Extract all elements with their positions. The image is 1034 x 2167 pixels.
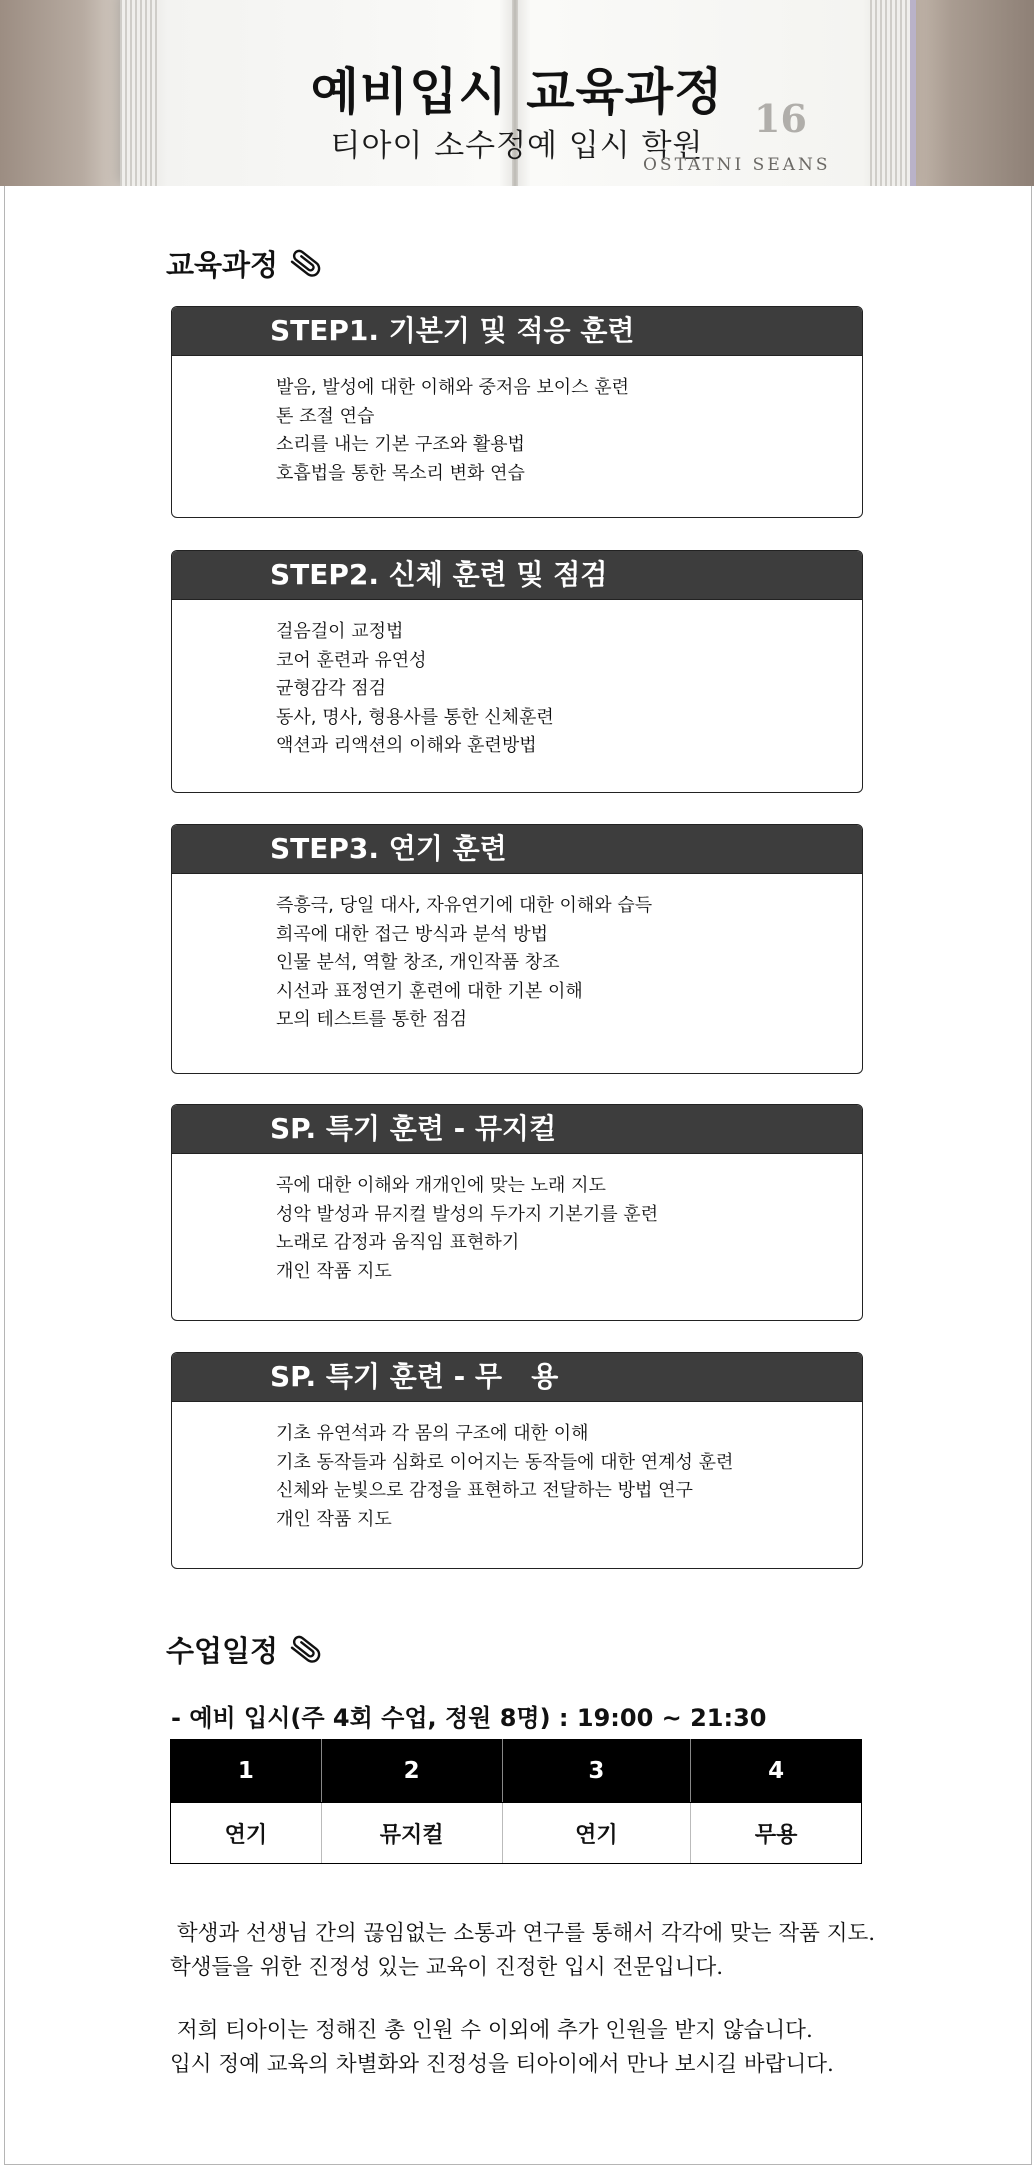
step-item: 동사, 명사, 형용사를 통한 신체훈련 bbox=[276, 706, 554, 728]
page-subtitle: 티아이 소수정예 입시 학원 bbox=[330, 128, 704, 164]
book-page-number: 16 bbox=[754, 96, 807, 141]
step-items bbox=[172, 1154, 862, 1286]
step-box-1 bbox=[171, 306, 863, 518]
schedule-header-row bbox=[171, 1740, 862, 1803]
schedule-cell: 뮤지컬 bbox=[321, 1803, 502, 1864]
step-item: 노래로 감정과 움직임 표현하기 bbox=[276, 1232, 520, 1253]
schedule-cell: 연기 bbox=[171, 1803, 322, 1864]
step-item: 성악 발성과 뮤지컬 발성의 두가지 기본기를 훈련 bbox=[276, 1203, 659, 1225]
step-item: 개인 작품 지도 bbox=[276, 1260, 392, 1282]
step-item: 액션과 리액션의 이해와 훈련방법 bbox=[276, 735, 537, 756]
schedule-subtitle: - 예비 입시(주 4회 수업, 정원 8명) : 19:00 ~ 21:30 bbox=[171, 1704, 767, 1732]
step-items bbox=[172, 600, 862, 761]
paperclip-icon bbox=[282, 1628, 328, 1670]
schedule-header-cell: 2 bbox=[321, 1740, 502, 1803]
step-title: STEP1. 기본기 및 적응 훈련 bbox=[172, 307, 862, 356]
curriculum-title-text: 교육과정 bbox=[166, 247, 279, 282]
schedule-cell: 연기 bbox=[502, 1803, 691, 1864]
step-item: 기초 유연석과 각 몸의 구조에 대한 이해 bbox=[276, 1423, 589, 1444]
step-item: 모의 테스트를 통한 점검 bbox=[276, 1009, 468, 1030]
step-title: SP. 특기 훈련 - 뮤지컬 bbox=[172, 1105, 862, 1154]
book-caption: OSTATNI SEANS bbox=[643, 155, 831, 175]
schedule-row bbox=[171, 1803, 862, 1864]
step-item: 시선과 표정연기 훈련에 대한 기본 이해 bbox=[276, 980, 583, 1002]
step-item: 신체와 눈빛으로 감정을 표현하고 전달하는 방법 연구 bbox=[276, 1480, 693, 1501]
step-items bbox=[172, 356, 862, 488]
step-item: 인물 분석, 역할 창조, 개인작품 창조 bbox=[276, 952, 560, 973]
step-item: 코어 훈련과 유연성 bbox=[276, 649, 427, 671]
schedule-header-cell: 4 bbox=[691, 1740, 862, 1803]
step-box-4 bbox=[171, 1104, 863, 1321]
curriculum-section-title bbox=[166, 242, 328, 284]
schedule-table bbox=[170, 1739, 862, 1864]
step-item: 톤 조절 연습 bbox=[276, 405, 375, 427]
step-box-5 bbox=[171, 1352, 863, 1569]
step-title: STEP3. 연기 훈련 bbox=[172, 825, 862, 874]
schedule-header-cell: 3 bbox=[502, 1740, 691, 1803]
step-item: 걸음걸이 교정법 bbox=[276, 621, 404, 642]
step-items bbox=[172, 874, 862, 1035]
step-title: SP. 특기 훈련 - 무 용 bbox=[172, 1353, 862, 1402]
step-box-3 bbox=[171, 824, 863, 1074]
schedule-header-cell: 1 bbox=[171, 1740, 322, 1803]
schedule-title-text: 수업일정 bbox=[166, 1633, 279, 1668]
paperclip-icon bbox=[282, 242, 328, 284]
step-box-2 bbox=[171, 550, 863, 793]
step-item: 개인 작품 지도 bbox=[276, 1508, 392, 1530]
page-title: 예비입시 교육과정 bbox=[310, 63, 724, 121]
closing-paragraph-2: 저희 티아이는 정해진 총 인원 수 이외에 추가 인원을 받지 않습니다. 입시 정예 교육의 차별화와 진정성을 티아이에서 만나 보시길 바랍니다. bbox=[170, 2018, 834, 2077]
hero-banner bbox=[0, 0, 1034, 186]
step-item: 즉흥극, 당일 대사, 자유연기에 대한 이해와 습득 bbox=[276, 895, 653, 916]
step-items bbox=[172, 1402, 862, 1534]
closing-paragraph-1: 학생과 선생님 간의 끊임없는 소통과 연구를 통해서 각각에 맞는 작품 지도. 학생들을 위한 진정성 있는 교육이 진정한 입시 전문입니다. bbox=[170, 1921, 876, 1980]
schedule-section-title bbox=[166, 1628, 328, 1670]
step-item: 발음, 발성에 대한 이해와 중저음 보이스 훈련 bbox=[276, 377, 630, 398]
step-item: 희곡에 대한 접근 방식과 분석 방법 bbox=[276, 923, 549, 945]
step-item: 균형감각 점검 bbox=[276, 678, 387, 699]
schedule-cell: 무용 bbox=[691, 1803, 862, 1864]
step-title: STEP2. 신체 훈련 및 점검 bbox=[172, 551, 862, 600]
step-item: 기초 동작들과 심화로 이어지는 동작들에 대한 연계성 훈련 bbox=[276, 1451, 734, 1473]
step-item: 곡에 대한 이해와 개개인에 맞는 노래 지도 bbox=[276, 1175, 606, 1196]
step-item: 소리를 내는 기본 구조와 활용법 bbox=[276, 434, 525, 455]
step-item: 호흡법을 통한 목소리 변화 연습 bbox=[276, 462, 525, 484]
